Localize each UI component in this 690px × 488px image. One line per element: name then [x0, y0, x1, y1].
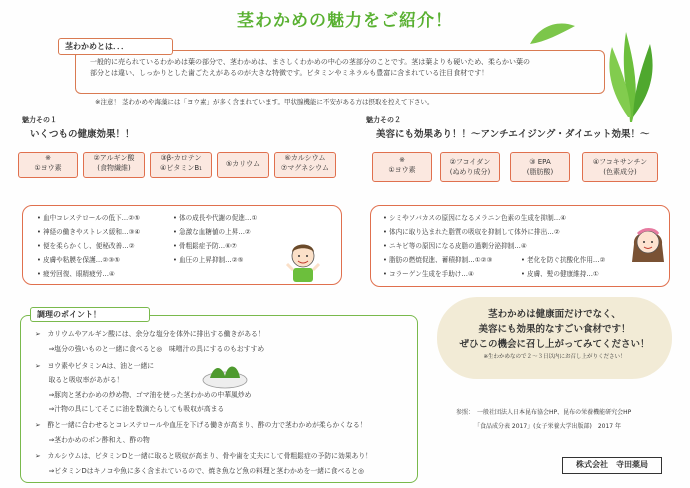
- bubble-note: ※生わかめなので２～３日以内にお召し上がりください！: [483, 354, 626, 360]
- chip-line: (脂肪酸): [526, 168, 554, 176]
- chip-line: (ぬめり成分): [449, 168, 491, 176]
- effect-item: • 老化を防ぐ抗酸化作用…②: [521, 256, 606, 264]
- cooking-line: ➢ カルシウムは、ビタミンDと一緒に取ると吸収が高まり、骨や歯を丈夫にして骨粗鬆症の予防に効果あり！: [35, 452, 372, 460]
- bubble-line: 美容にも効果的なすごい食材です！: [478, 324, 631, 335]
- page-title: 茎わかめの魅力をご紹介！: [237, 11, 453, 31]
- intro-box: [75, 50, 605, 94]
- effect-item: • 骨粗鬆症予防…⑥⑦: [173, 242, 237, 250]
- reference-line: 参照： 一般社団法人日本昆布協会HP、昆布の栄養機能研究会HP: [456, 409, 632, 416]
- effect-item: • コラーゲン生成を手助け…④: [383, 270, 474, 278]
- cooking-line: ➢ ヨウ素やビタミンAは、油と一緒に: [35, 362, 155, 370]
- recommendation-bubble: [437, 297, 672, 379]
- chip-line: ②アルギン酸: [93, 154, 135, 162]
- beauty-effects-box: [370, 205, 670, 287]
- effect-item: • 便を柔らかくし、便秘改善…②: [37, 242, 135, 250]
- chip-line: ※: [399, 156, 405, 164]
- effect-item: • ニキビ等の原因になる皮脂の過剰分泌抑制…④: [383, 242, 527, 250]
- section-label-1: 魅力その１: [22, 116, 57, 124]
- girl-illustration: [628, 222, 668, 268]
- nutrient-chip: [510, 152, 570, 182]
- company-name: 株式会社 寺田薬局: [562, 457, 662, 474]
- effect-item: • 神経の働きやストレス緩和…③④: [37, 228, 141, 236]
- cooking-heading: 調理のポイント！: [30, 307, 150, 322]
- effect-item: • 血中コレステロールの低下…②⑤: [37, 214, 141, 222]
- cooking-line: ➢ カリウムやアルギン酸には、余分な塩分を体外に排出する働きがある！: [35, 330, 265, 338]
- chip-line: (食物繊維): [97, 164, 131, 172]
- effect-item: • 血圧の上昇抑制…②⑤: [173, 256, 244, 264]
- intro-heading: 茎わかめとは．．．: [58, 38, 173, 55]
- chip-line: ※: [45, 154, 51, 162]
- intro-line: 部分とは違い、しっかりとした歯ごたえがあるのが大きな特徴です。ビタミンやミネラルも豊富に含まれている注目食材です！: [90, 69, 489, 77]
- bubble-line: 茎わかめは健康面だけでなく、: [488, 309, 621, 320]
- intro-line: 一般的に売られているわかめは葉の部分で、茎わかめは、まさしくわかめの中心の茎部分のことです。茎は葉よりも硬いため、柔らかい葉の: [90, 58, 531, 66]
- cooking-line: ➢ 酢と一緒に合わせるとコレステロールや血圧を下げる働きが高まり、酢の力で茎わかめが柔らかくなる！: [35, 421, 367, 429]
- chip-line: ③β-カロテン: [160, 154, 202, 162]
- chip-line: ⑤カリウム: [225, 160, 261, 168]
- nutrient-chip: [83, 152, 145, 178]
- effect-item: • 脂肪の燃焼促進、蓄積抑制…①②③: [383, 256, 493, 264]
- cooking-line: ⇒茎わかめのポン酢和え、酢の物: [35, 436, 150, 444]
- cooking-line: ⇒豚肉と茎わかめの炒め物、ゴマ油を使った茎わかめの中華風炒め: [35, 391, 252, 399]
- chip-line: ⑦マグネシウム: [280, 164, 330, 172]
- nutrient-chip: [274, 152, 336, 178]
- cooking-line: ⇒塩分の強いものと一緒に食べると◎ 味噌汁の具にするのもおすすめ: [35, 345, 265, 353]
- nutrient-chip: [150, 152, 212, 178]
- cooking-line: 取ると吸収率があがる！: [35, 376, 124, 384]
- bubble-line: ぜひこの機会に召し上がってみてください！: [459, 339, 650, 350]
- effect-item: • シミやソバカスの原因になるメラニン色素の生成を抑制…④: [383, 214, 567, 222]
- effect-item: • 皮膚や粘膜を保護…②③⑤: [37, 256, 121, 264]
- nutrient-chip: [440, 152, 500, 182]
- nutrient-chip: [372, 152, 432, 182]
- chip-line: ①ヨウ素: [388, 166, 416, 174]
- nutrient-chip: [217, 152, 269, 178]
- chip-line: ③ EPA: [529, 158, 551, 166]
- section-title-1: いくつもの健康効果！！: [30, 129, 135, 140]
- chip-line: ④ビタミンB₁: [160, 164, 202, 172]
- cooking-line: ⇒ビタミンDはキノコや魚に多く含まれているので、焼き魚など魚の料理と茎わかめを一緒に食べると◎: [35, 467, 364, 475]
- chip-line: (色素成分): [603, 168, 637, 176]
- chip-line: ⑥カルシウム: [284, 154, 326, 162]
- chip-line: ④フコキサンチン: [592, 158, 648, 166]
- nutrient-chip: [582, 152, 658, 182]
- caution-note: ※注意！ 茎わかめや海藻には「ヨウ素」が多く含まれています。甲状腺機能に不安がある方は摂取を控えて下さい。: [95, 98, 434, 106]
- chip-line: ①ヨウ素: [34, 164, 62, 172]
- chip-line: ②フコイダン: [449, 158, 491, 166]
- seaweed-leaf-icon: [520, 14, 580, 54]
- effect-item: • 皮膚、髪の健康維持…①: [521, 270, 599, 278]
- section-title-2: 美容にも効果あり！！～アンチエイジング・ダイエット効果！～: [376, 129, 650, 140]
- seaweed-illustration: [600, 22, 660, 122]
- reference-line: 「食品成分表 2017」(女子栄養大学出版部) 2017 年: [474, 423, 622, 430]
- section-label-2: 魅力その２: [366, 116, 401, 124]
- boy-illustration: [283, 238, 323, 284]
- cooking-points-box: [20, 315, 418, 483]
- nutrient-chip: [18, 152, 78, 178]
- cooking-line: ⇒汁物の具にしてそこに油を数滴たらしても吸収が高まる: [35, 405, 225, 413]
- effect-item: • 急激な血糖値の上昇…②: [173, 228, 251, 236]
- dish-illustration: [200, 352, 250, 390]
- effect-item: • 体内に取り込まれた脂質の吸収を抑制して体外に排出…②: [383, 228, 560, 236]
- effect-item: • 疲労回復、眼精疲労…④: [37, 270, 115, 278]
- effect-item: • 体の成長や代謝の促進…①: [173, 214, 258, 222]
